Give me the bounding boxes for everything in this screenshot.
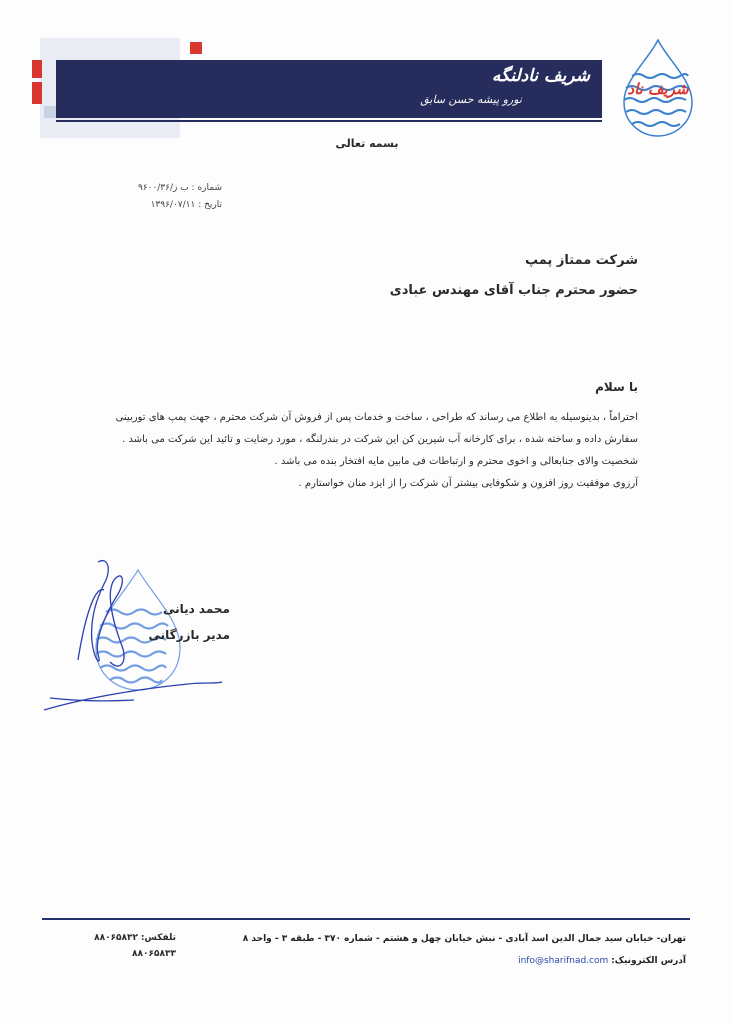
header-light-square: [44, 106, 56, 118]
footer-address: تهران- خیابان سید جمال الدین اسد آبادی - نبش خیابان چهل و هشتم - شماره ۳۷۰ - طبقه ۳ - واحد ۸: [242, 934, 686, 944]
header-underline: [56, 120, 602, 122]
email-label: آدرس الکترونیک:: [611, 956, 686, 966]
body-paragraph: سفارش داده و ساخته شده ، برای کارخانه آب شیرین کن این شرکت در بندرلنگه ، مورد رضایت و تائید این شرکت می باشد .: [122, 434, 638, 445]
recipient-block: [390, 246, 638, 306]
logo-text: شریف ناد: [627, 80, 689, 98]
recipient-attention: حضور محترم جناب آقای مهندس عبادی: [389, 283, 638, 298]
signer-block: [149, 596, 230, 648]
phone-number: ۸۸۰۶۵۸۳۳: [132, 949, 176, 959]
footer-email-line: [243, 950, 686, 972]
letter-body: [78, 407, 638, 495]
body-paragraph: آرزوی موفقیت روز افزون و شکوفایی بیشتر آن شرکت را از ایزد منان خواستارم .: [298, 478, 638, 489]
company-logo: [610, 36, 706, 138]
signer-name: محمد دیانی: [162, 602, 230, 616]
body-paragraph: احتراماً ، بدینوسیله به اطلاع می رساند که طراحی ، ساخت و خدمات پس از فروش آن شرکت محترم ، جهت پمپ های توربینی: [115, 412, 638, 423]
signer-title: مدیر بازرگانی: [148, 628, 230, 642]
footer-divider: [42, 918, 690, 920]
greeting: با سلام: [595, 380, 638, 394]
letter-date: تاریخ : ۱۳۹۶/۰۷/۱۱: [150, 200, 222, 210]
brand-name: شریف نادلنگه: [491, 66, 590, 86]
letter-number: شماره : ب ز/۹۶۰۰/۳۶: [137, 183, 222, 193]
email-link[interactable]: info@sharifnad.com: [518, 956, 609, 966]
letter-meta: [138, 180, 222, 214]
phone-label: تلفکس:: [140, 933, 176, 943]
brand-slogan: نورو پیشه حسن سابق: [420, 93, 522, 106]
bismillah: بسمه تعالی: [335, 137, 399, 150]
phone-number: ۸۸۰۶۵۸۳۲: [94, 933, 139, 943]
footer-address-block: [243, 928, 686, 972]
header-red-square: [190, 42, 202, 54]
header-red-square: [32, 82, 42, 104]
header-red-square: [32, 60, 42, 78]
footer-phone-block: [76, 930, 176, 962]
recipient-company: شرکت ممتاز پمپ: [524, 253, 638, 268]
body-paragraph: شخصیت والای جنابعالی و اخوی محترم و ارتباطات فی مابین مایه افتخار بنده می باشد .: [274, 456, 638, 467]
